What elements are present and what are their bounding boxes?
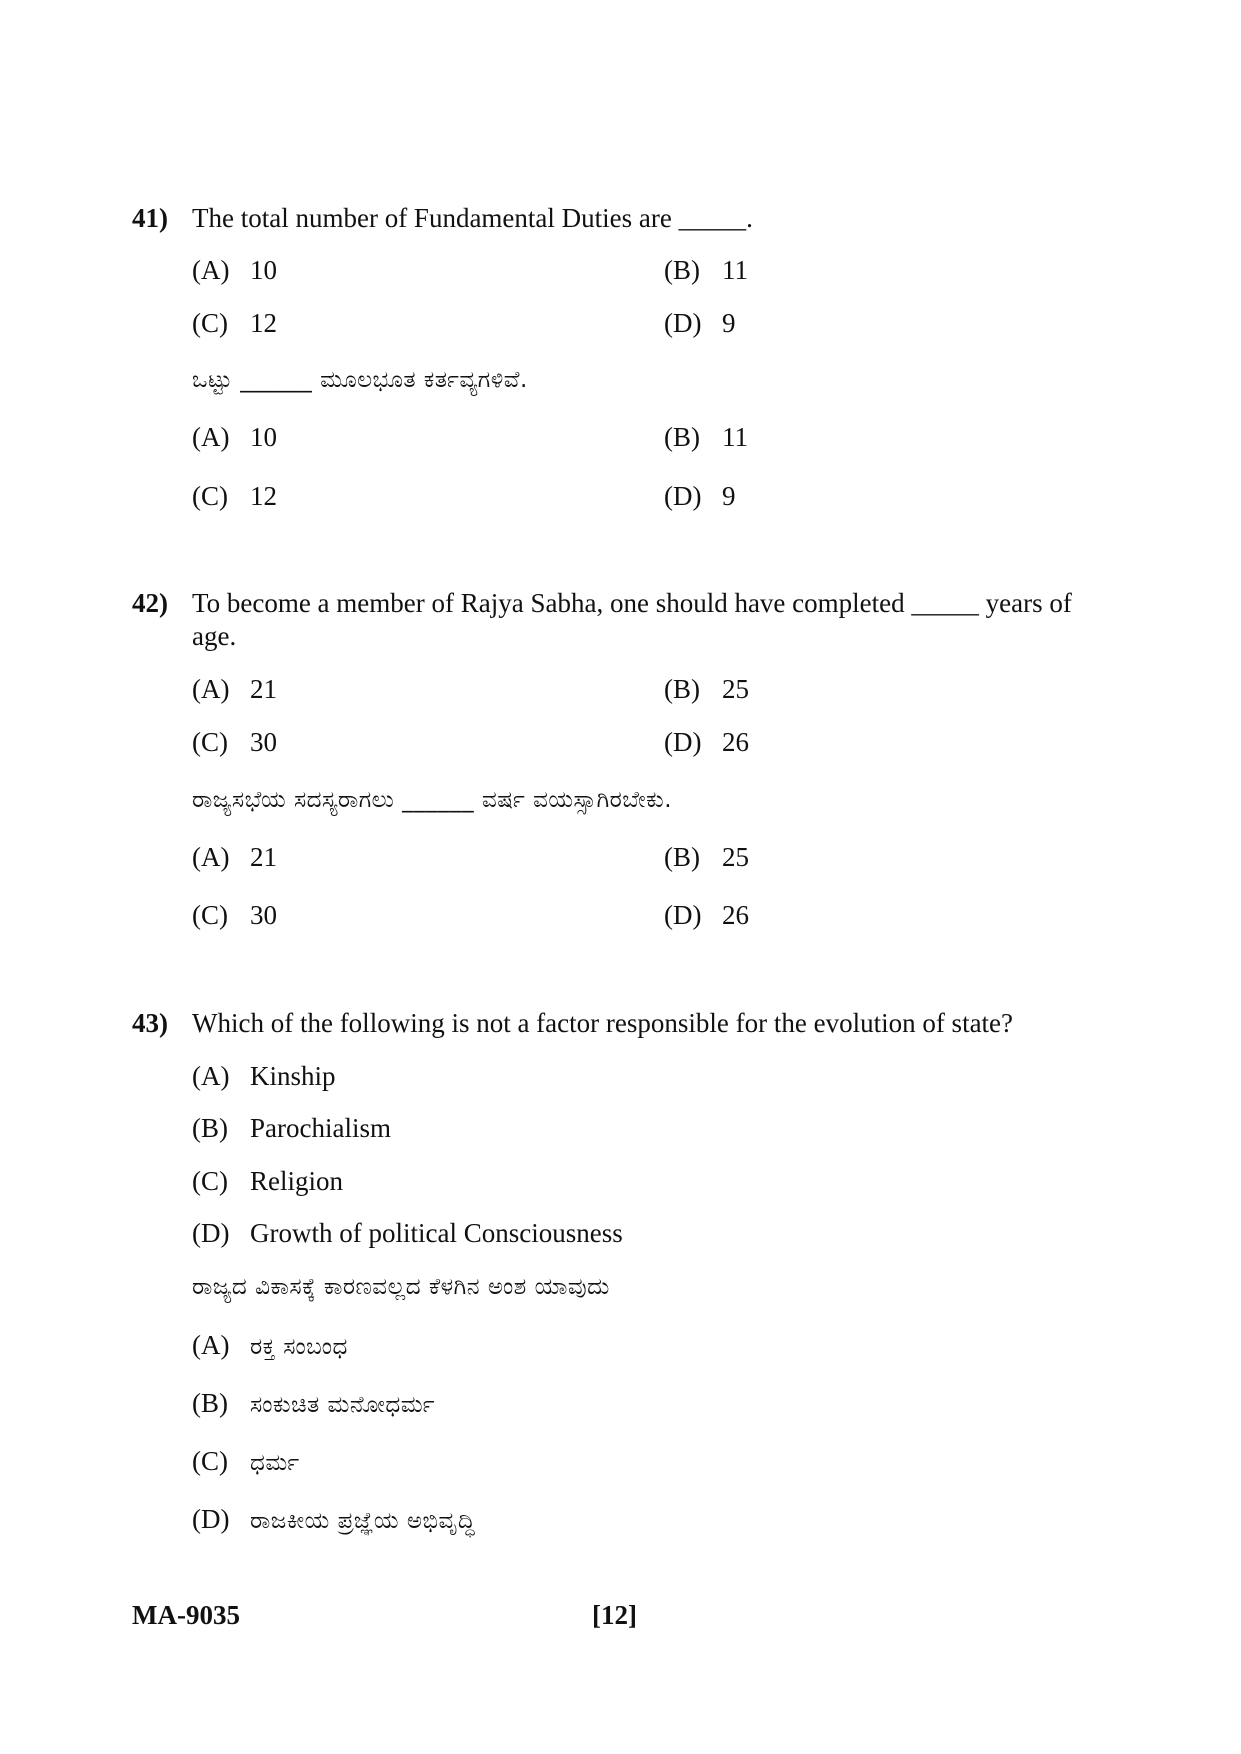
option-label: (A) [192,674,230,704]
kannada-option-d [664,480,736,513]
question-number: 42) [132,588,168,618]
kannada-option-b [192,1387,435,1422]
option-a [192,673,277,706]
option-text: 11 [722,422,748,452]
kannada-option-c [192,1445,300,1480]
question-number: 43) [132,1008,168,1038]
option-text: 10 [250,422,277,452]
kannada-question-text: ರಾಜ್ಯದ ವಿಕಾಸಕ್ಕೆ ಕಾರಣವಲ್ಲದ ಕೆಳಗಿನ ಅಂಶ ಯಾವುದು [192,1274,610,1300]
option-text: Growth of political Consciousness [250,1218,623,1248]
kannada-option-b [664,841,749,874]
question-41 [132,202,1122,235]
kannada-option-d [664,899,749,932]
option-b [664,254,748,287]
option-label: (C) [192,900,228,930]
option-label: (A) [192,1330,230,1360]
option-label: (B) [192,1113,228,1143]
option-label: (D) [192,1218,230,1248]
kannada-question-text: ಒಟ್ಟು ______ ಮೂಲಭೂತ ಕರ್ತವ್ಯಗಳಿವೆ. [192,367,528,393]
option-label: (C) [192,727,228,757]
question-text: Which of the following is not a factor responsible for the evolution of state? [192,1008,1014,1038]
option-text: 11 [722,255,748,285]
option-label: (C) [192,481,228,511]
kannada-option-a [192,841,277,874]
option-label: (A) [192,255,230,285]
option-text: 9 [722,308,736,338]
option-text: 26 [722,727,749,757]
option-b [664,673,749,706]
option-text: 10 [250,255,277,285]
option-label: (D) [664,900,702,930]
kannada-option-d [192,1503,475,1538]
option-d [192,1217,623,1250]
option-text: 26 [722,900,749,930]
question-41-stem [132,202,1122,235]
option-a [192,1060,336,1093]
paper-code: MA-9035 [132,1600,240,1630]
option-label: (C) [192,1166,228,1196]
option-b [192,1112,391,1145]
option-text: 30 [250,727,277,757]
option-c [192,1165,343,1198]
kannada-option-a [192,1329,348,1364]
option-label: (C) [192,308,228,338]
question-text: To become a member of Rajya Sabha, one should have completed _____ years of age. [192,588,1072,651]
question-43 [132,1007,1122,1040]
kannada-option-c [192,899,277,932]
question-42-stem [132,587,1122,653]
option-text: 25 [722,842,749,872]
option-c [192,726,277,759]
option-label: (C) [192,1446,228,1476]
option-text: 21 [250,842,277,872]
option-text: 25 [722,674,749,704]
option-d [664,307,736,340]
question-text: The total number of Fundamental Duties are _____. [192,203,753,233]
option-label: (B) [664,422,700,452]
option-text: ಸಂಕುಚಿತ ಮನೋಧರ್ಮ [250,1392,436,1418]
option-text: 21 [250,674,277,704]
option-label: (D) [664,481,702,511]
option-label: (D) [192,1504,230,1534]
question-42 [132,587,1122,653]
option-label: (A) [192,1061,230,1091]
kannada-option-b [664,421,748,454]
question-43-stem [132,1007,1122,1040]
page-number: [12] [592,1600,637,1630]
option-text: Religion [250,1166,343,1196]
kannada-option-a [192,421,277,454]
option-text: 30 [250,900,277,930]
option-text: ರಾಜಕೀಯ ಪ್ರಜ್ಞೆಯ ಅಭಿವೃದ್ಧಿ [250,1508,476,1534]
option-a [192,254,277,287]
kannada-option-c [192,480,277,513]
option-text: ರಕ್ತ ಸಂಬಂಧ [250,1334,348,1360]
option-text: Parochialism [250,1113,391,1143]
option-label: (A) [192,422,230,452]
option-c [192,307,277,340]
option-label: (D) [664,727,702,757]
option-text: 9 [722,481,736,511]
option-label: (B) [192,1388,228,1418]
option-label: (B) [664,842,700,872]
option-label: (D) [664,308,702,338]
option-text: Kinship [250,1061,336,1091]
option-text: 12 [250,308,277,338]
option-text: ಧರ್ಮ [250,1450,300,1476]
option-label: (A) [192,842,230,872]
kannada-question-text: ರಾಜ್ಯಸಭೆಯ ಸದಸ್ಯರಾಗಲು ______ ವರ್ಷ ವಯಸ್ಸಾಗಿರಬೇಕು. [192,787,673,813]
option-label: (B) [664,255,700,285]
option-label: (B) [664,674,700,704]
option-text: 12 [250,481,277,511]
option-d [664,726,749,759]
question-number: 41) [132,203,168,233]
